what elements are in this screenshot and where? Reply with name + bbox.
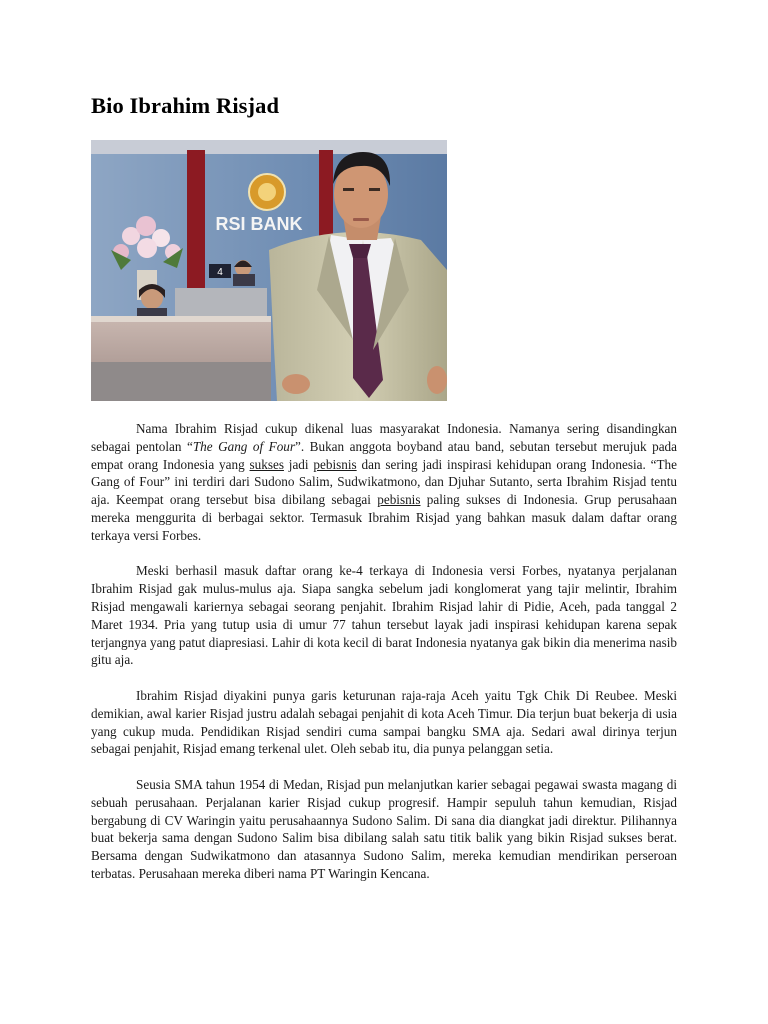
- paragraph-1: [91, 420, 677, 545]
- portrait-photo: [91, 140, 447, 401]
- link-pebisnis[interactable]: pebisnis: [313, 456, 357, 472]
- link-sukses[interactable]: sukses: [249, 456, 284, 472]
- counter-number-text: 4: [217, 267, 223, 278]
- document-title: Bio Ibrahim Risjad: [91, 93, 280, 118]
- text-run: Meski berhasil masuk daftar orang ke-4 terkaya di Indonesia versi Forbes, nyatanya perjalanan Ibrahim Risjad gak mulus-mulus aja. Siapa sangka sebelum jadi konglomerat yang tajir melintir, Ibrahim Risjad mengawali kariernya sebagai seorang penjahit. Ibrahim Risjad lahir di Pidie, Aceh, pada tanggal 2 Maret 1934. Pria yang tutup usia di umur 77 tahun tersebut layak jadi inspirasi kehidupan karena sepak terjangnya yang patut diapresiasi. Lahir di kota kecil di barat Indonesia nyatanya gak bikin dia menerima nasib gitu aja.: [91, 563, 677, 668]
- text-run: jadi: [283, 456, 314, 472]
- paragraph-4: [91, 776, 677, 883]
- paragraph-3: [91, 687, 677, 758]
- text-run: ”. Bukan anggota boyband atau band, sebutan tersebut merujuk pada empat orang Indonesia yang: [91, 438, 678, 472]
- text-run: Ibrahim Risjad diyakini punya garis keturunan raja-raja Aceh yaitu Tgk Chik Di Reubee. Meski demikian, awal karier Risjad justru adalah sebagai penjahit di kota Aceh Timur. Dia terjun buat bekerja di usia yang cukup muda. Pendidikan Risjad sendiri cuma sampai bangku SMA aja. Sedari awal dirinya terjun sebagai penjahit, Risjad emang terkenal ulet. Oleh sebab itu, dia punya pelanggan setia.: [91, 687, 677, 757]
- text-run: Nama Ibrahim Risjad cukup dikenal luas masyarakat Indonesia. Namanya sering disandingkan sebagai pentolan “: [91, 421, 677, 454]
- italic-quote: The Gang of Four: [192, 438, 296, 454]
- text-run: dan sering jadi inspirasi kehidupan orang Indonesia. “The Gang of Four” ini terdiri dari Sudono Salim, Sudwikatmono, dan Djuhar Sutanto, serta Ibrahim Risjad tentu aja. Keempat orang tersebut bisa dibilang sebagai: [91, 456, 677, 508]
- link-pebisnis[interactable]: pebisnis: [377, 492, 421, 508]
- bank-sign-text: RSI BANK: [215, 214, 303, 234]
- body-text: [91, 420, 677, 901]
- text-run: Seusia SMA tahun 1954 di Medan, Risjad pun melanjutkan karier sebagai pegawai swasta magang di sebuah perusahaan. Perjalanan karier Risjad cukup progresif. Hampir sepuluh tahun kemudian, Risjad bergabung di CV Waringin yaitu perusahaannya Sudono Salim. Di sana dia diangkat jadi direktur. Pilihannya buat bekerja sama dengan Sudono Salim bisa dibilang salah satu titik balik yang bikin Risjad sukses berat. Bersama dengan Sudwikatmono dan atasannya Sudono Salim, mereka kemudian mendirikan perseroan terbatas. Perusahaan mereka diberi nama PT Waringin Kencana.: [91, 776, 677, 881]
- paragraph-2: [91, 562, 677, 669]
- text-run: paling sukses di Indonesia. Grup perusahaan mereka menggurita di berbagai sektor. Termasuk Ibrahim Risjad yang bahkan masuk dalam daftar orang terkaya versi Forbes.: [91, 492, 678, 543]
